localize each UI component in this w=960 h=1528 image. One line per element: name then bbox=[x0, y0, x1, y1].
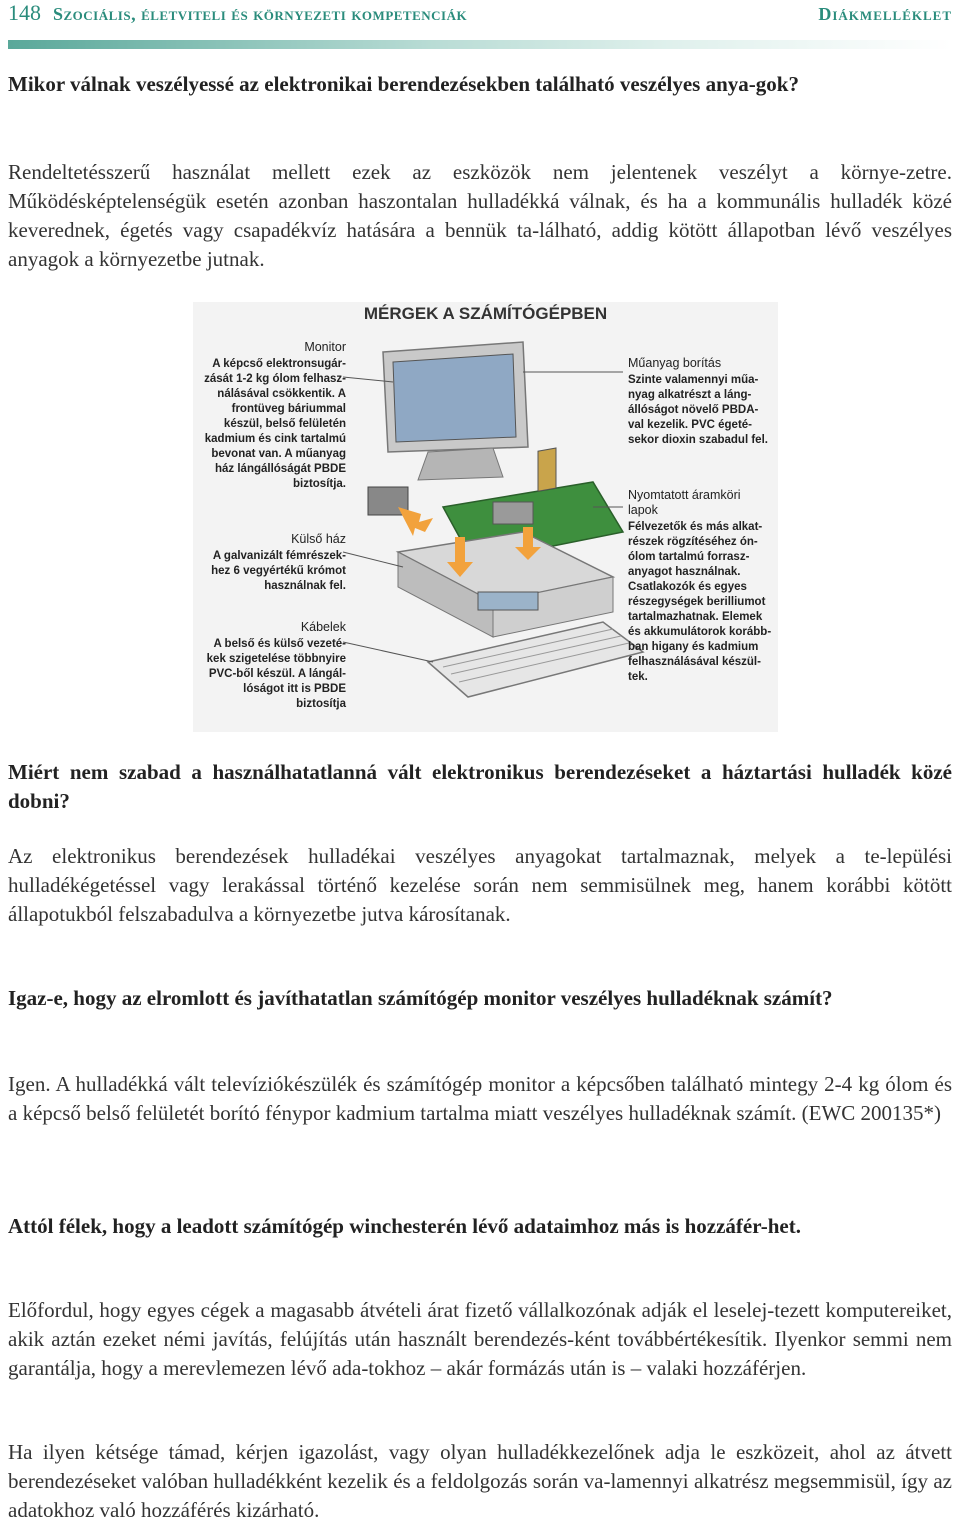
answer-4-part-1: Előfordul, hogy egyes cégek a magasabb átvételi árat fizető vállalkozónak adják el leselej-tezett komputereiket, akik aztán ezeket némi javítás, felújítás után használt berendezés-ként továbbértékesítik. Ilyenkor semmi nem garantálja, hogy a merevlemezen lévő ada-tokhoz – akár formázás után is – valaki hozzáférjen. bbox=[8, 1298, 952, 1380]
header-rule bbox=[8, 40, 952, 49]
callout-case-text: A galvanizált fémrészek-hez 6 vegyértékű krómot használnak fel. bbox=[211, 550, 346, 592]
keyboard-shape bbox=[428, 622, 643, 697]
figure-title: MÉRGEK A SZÁMÍTÓGÉPBEN bbox=[363, 304, 608, 323]
question-3: Igaz-e, hogy az elromlott és javíthatatlan számítógép monitor veszélyes hulladéknak számít? bbox=[8, 986, 833, 1010]
callout-pcb bbox=[628, 488, 773, 685]
answer-4-part-2: Ha ilyen kétsége támad, kérjen igazolást, vagy olyan hulladékkezelőnek adja le eszközeit, ahol az átvett berendezéseket valóban hulladékként kezelik és a feldolgozás során va-lamennyi alkatrész megsemmisül, így az adatokhoz való hozzáférés kizárható. bbox=[8, 1440, 952, 1522]
callout-cables bbox=[201, 620, 346, 712]
page-header bbox=[8, 0, 952, 30]
page-number: 148 bbox=[8, 0, 41, 25]
answer-2: Az elektronikus berendezések hulladékai veszélyes anyagokat tartalmaznak, melyek a te-lepülési hulladékégetéssel vagy lerakással történő kezelése során nem semmisülnek meg, hanem korábbi kötött állapotukból felszabadulva a környezetbe jutva károsítanak. bbox=[8, 844, 952, 926]
answer-1: Rendeltetésszerű használat mellett ezek az eszközök nem jelentenek veszélyt a környe-zetre. Működésképtelenségük esetén azonban haszontalan hulladékká válnak, és ha a kommunális hulladék közé keverednek, égetés vagy csapadékvíz hatására a bennük ta-lálható, addig kötött állapotban lévő veszélyes anyagok a környezetbe jutnak. bbox=[8, 160, 952, 271]
callout-case bbox=[201, 532, 346, 594]
callout-pcb-text: Félvezetők és más alkat-részek rögzítéséhez ón-ólom tartalmú forrasz-anyagot használnak. Csatlakozók és egyes részegységek berilliumot tartalmazhatnak. Elemek és akkumulátorok korább-ban higany és kadmium felhasználásával készül-tek. bbox=[628, 521, 772, 683]
running-title: Szociális, életviteli és környezeti kompetenciák bbox=[53, 4, 468, 24]
callout-cables-heading: Kábelek bbox=[300, 620, 346, 634]
callout-plastic-text: Szinte valamennyi műa-nyag alkatrészt a láng-állóságot növelő PBDA-val kezelik. PVC égeté-sekor dioxin szabadul fel. bbox=[628, 374, 768, 446]
callout-case-heading: Külső ház bbox=[291, 532, 346, 546]
callout-plastic bbox=[628, 356, 773, 448]
question-1: Mikor válnak veszélyessé az elektronikai berendezésekben található veszélyes anya-gok? bbox=[8, 72, 799, 96]
callout-monitor bbox=[201, 340, 346, 492]
callout-monitor-text: A képcső elektronsugár-zását 1-2 kg ólom felhasz-nálásával csökkentik. A frontüveg báriummal készül, belső felületén kadmium és cink tartalmú bevonat van. A műanyag ház lángállóságát PBDE biztosítja. bbox=[204, 358, 346, 490]
question-4: Attól félek, hogy a leadott számítógép winchesterén lévő adataimhoz más is hozzáfér-het. bbox=[8, 1214, 801, 1238]
callout-plastic-heading: Műanyag borítás bbox=[628, 356, 722, 370]
callout-cables-text: A belső és külső vezeté-kek szigetelése többnyire PVC-ből készül. A lángál-lóságot itt is PBDE biztosítja bbox=[206, 638, 346, 710]
callout-pcb-heading: Nyomtatott áramköri lapok bbox=[628, 488, 741, 517]
figure-poisons-in-computer bbox=[193, 302, 778, 732]
answer-3: Igen. A hulladékká vált televíziókészülék és számítógép monitor a képcsőben található mintegy 2-4 kg ólom és a képcső belső felületét borító fénypor kadmium tartalma miatt veszélyes hulladéknak számít. (EWC 200135*) bbox=[8, 1072, 952, 1125]
section-label: Diákmelléklet bbox=[818, 4, 952, 24]
question-2: Miért nem szabad a használhatatlanná vált elektronikus berendezéseket a háztartási hulladék közé dobni? bbox=[8, 760, 952, 813]
callout-monitor-heading: Monitor bbox=[304, 340, 346, 354]
